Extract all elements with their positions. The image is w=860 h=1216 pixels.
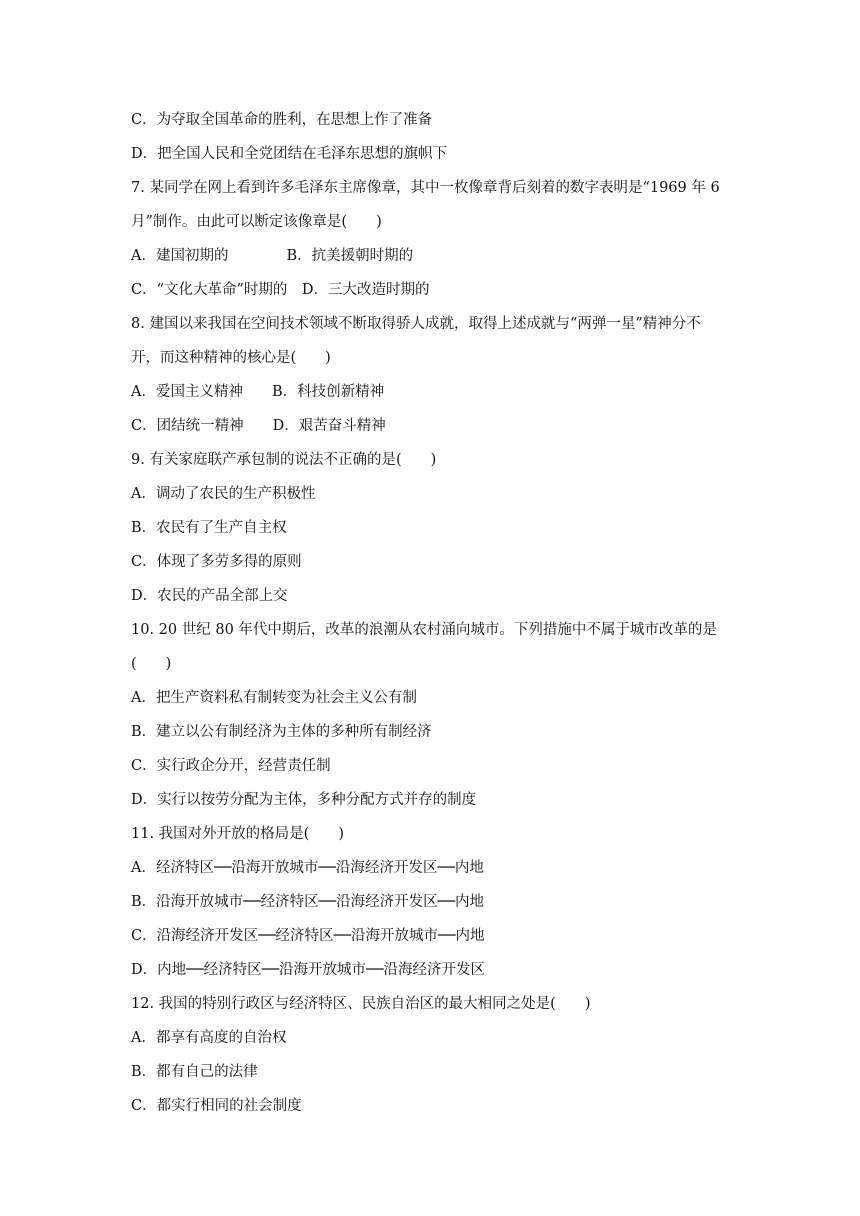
- option-c-q10: C．实行政企分开，经营责任制: [131, 758, 331, 774]
- question-10-line-2: ( ): [131, 656, 172, 672]
- question-8-line-2: 开，而这种精神的核心是( ): [131, 350, 331, 366]
- question-7-line-1: 7. 某同学在网上看到许多毛泽东主席像章，其中一枚像章背后刻着的数字表明是“1969 年 6: [131, 180, 720, 196]
- option-d-q10: D．实行以按劳分配为主体，多种分配方式并存的制度: [131, 792, 477, 808]
- option-a-q9: A．调动了农民的生产积极性: [131, 486, 316, 502]
- option-d-q11: D．内地──经济特区──沿海开放城市──沿海经济开发区: [131, 962, 486, 978]
- question-12: 12. 我国的特别行政区与经济特区、民族自治区的最大相同之处是( ): [131, 996, 591, 1012]
- question-9: 9. 有关家庭联产承包制的说法不正确的是( ): [131, 452, 437, 468]
- option-c-q12: C．都实行相同的社会制度: [131, 1098, 302, 1114]
- option-b-q9: B．农民有了生产自主权: [131, 520, 287, 536]
- option-a-q10: A．把生产资料私有制转变为社会主义公有制: [131, 690, 417, 706]
- option-c-q9: C．体现了多劳多得的原则: [131, 554, 302, 570]
- question-7-line-2: 月”制作。由此可以断定该像章是( ): [131, 214, 382, 230]
- question-8-line-1: 8. 建国以来我国在空间技术领域不断取得骄人成就，取得上述成就与“两弹一星”精神分不: [131, 316, 701, 332]
- question-10-line-1: 10. 20 世纪 80 年代中期后，改革的浪潮从农村涌向城市。下列措施中不属于城市改革的是: [131, 622, 717, 638]
- option-d-q9: D．农民的产品全部上交: [131, 588, 288, 604]
- option-c-q6: C．为夺取全国革命的胜利，在思想上作了准备: [131, 112, 433, 128]
- option-b-q12: B．都有自己的法律: [131, 1064, 258, 1080]
- option-c-q11: C．沿海经济开发区──经济特区──沿海开放城市──内地: [131, 928, 485, 944]
- option-a-q12: A．都享有高度的自治权: [131, 1030, 287, 1046]
- options-ab-q7: A．建国初期的 B．抗美援朝时期的: [131, 248, 414, 264]
- option-d-q6: D．把全国人民和全党团结在毛泽东思想的旗帜下: [131, 146, 448, 162]
- option-b-q11: B．沿海开放城市──经济特区──沿海经济开发区──内地: [131, 894, 485, 910]
- option-a-q11: A．经济特区──沿海开放城市──沿海经济开发区──内地: [131, 860, 484, 876]
- options-cd-q8: C．团结统一精神 D．艰苦奋斗精神: [131, 418, 386, 434]
- options-ab-q8: A．爱国主义精神 B．科技创新精神: [131, 384, 385, 400]
- options-cd-q7: C．“文化大革命”时期的 D．三大改造时期的: [131, 282, 430, 298]
- option-b-q10: B．建立以公有制经济为主体的多种所有制经济: [131, 724, 432, 740]
- question-11: 11. 我国对外开放的格局是( ): [131, 826, 344, 842]
